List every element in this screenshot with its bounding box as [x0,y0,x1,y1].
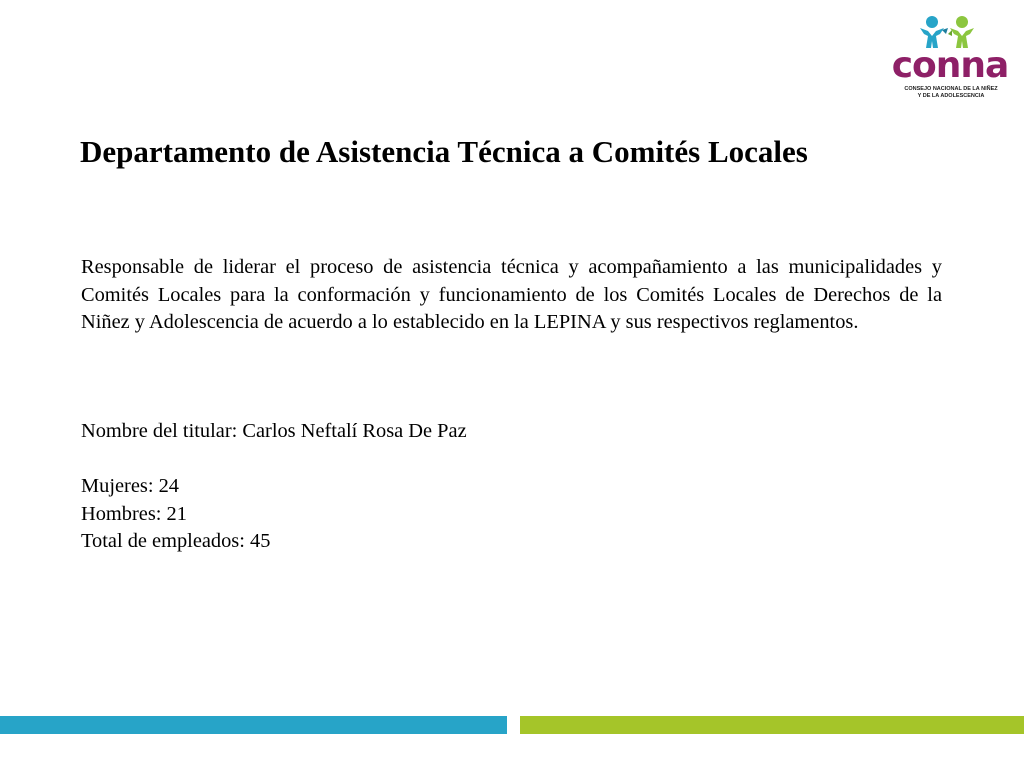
titular-name: Nombre del titular: Carlos Neftalí Rosa De Paz [81,420,467,442]
total-employees: Total de empleados: 45 [81,530,271,552]
department-info [81,418,467,556]
department-description: Responsable de liderar el proceso de asistencia técnica y acompañamiento a las municipalidades y Comités Locales para la conformación y funcionamiento de los Comités Locales de Derechos de la Niñez y Adolescencia de acuerdo a lo establecido en la LEPINA y sus respectivos reglamentos. [81,256,942,333]
women-count: Mujeres: 24 [81,475,179,497]
page-title: Departamento de Asistencia Técnica a Comités Locales [80,134,808,169]
logo-wordmark: conna [891,45,1009,86]
spacer [81,446,467,474]
footer-bar-green [520,716,1024,734]
conna-logo [888,14,1012,114]
men-count: Hombres: 21 [81,502,187,525]
logo-subtitle: CONSEJO NACIONAL DE LA NIÑEZ Y DE LA ADOLESCENCIA [904,86,998,99]
footer-bar-blue [0,716,507,734]
